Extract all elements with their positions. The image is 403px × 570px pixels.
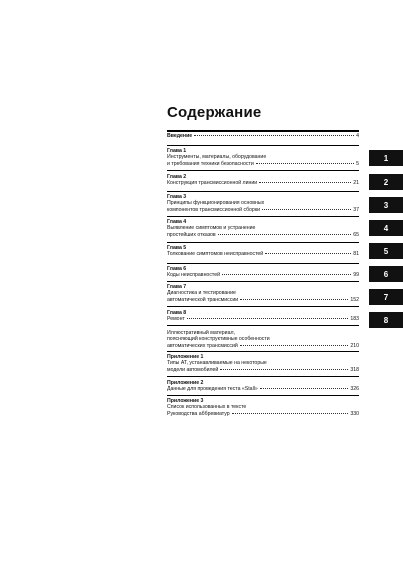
dot-leader: [232, 413, 349, 414]
chapter-title-line: автоматической трансмиссии: [167, 296, 239, 303]
toc-page-number: 330: [350, 410, 359, 417]
dot-leader: [240, 345, 349, 346]
chapter-heading: Глава 6: [167, 266, 187, 272]
toc-entry-intro[interactable]: [167, 133, 359, 139]
chapter-tab-2[interactable]: 2: [369, 174, 403, 190]
chapter-heading: Глава 5: [167, 245, 187, 251]
toc-entry-chapter-5[interactable]: [167, 245, 359, 258]
appendix-title-line: Список использованных в тексте: [167, 404, 247, 411]
toc-page-number: 4: [356, 133, 359, 139]
dot-leader: [220, 369, 348, 370]
chapter-title-line: Принципы функционирования основных: [167, 200, 265, 207]
chapter-title-line: Инструменты, материалы, оборудование: [167, 154, 267, 161]
chapter-heading: Глава 8: [167, 310, 187, 316]
toc-page-number: 99: [353, 272, 359, 279]
dot-leader: [265, 253, 351, 254]
chapter-tab-5[interactable]: 5: [369, 243, 403, 259]
chapter-tab-4[interactable]: 4: [369, 220, 403, 236]
chapter-heading: Глава 4: [167, 219, 187, 225]
chapter-title-line: поясняющий конструктивные особенности: [167, 336, 270, 343]
toc-page-number: 152: [350, 296, 359, 303]
toc-page-number: 5: [356, 160, 359, 167]
toc-entry-chapter-8[interactable]: [167, 310, 359, 323]
chapter-tab-3[interactable]: 3: [369, 197, 403, 213]
chapter-heading: Глава 2: [167, 174, 187, 180]
toc-entry-chapter-4[interactable]: [167, 219, 359, 238]
chapter-tab-6[interactable]: 6: [369, 266, 403, 282]
divider: [167, 170, 359, 171]
chapter-tab-7[interactable]: 7: [369, 289, 403, 305]
divider: [167, 306, 359, 307]
toc-entry-chapter-1[interactable]: [167, 148, 359, 167]
appendix-title-line: Руководства аббревиатур: [167, 410, 230, 417]
divider: [167, 130, 359, 132]
appendix-title-line: Данные для проведения теста «Stall»: [167, 386, 258, 393]
divider: [167, 325, 359, 326]
chapter-title-line: Коды неисправностей: [167, 272, 221, 279]
chapter-heading: Глава 7: [167, 284, 187, 290]
chapter-title-line: Ремонт: [167, 316, 185, 323]
toc-page-number: 183: [350, 316, 359, 323]
dot-leader: [194, 135, 354, 136]
dot-leader: [260, 388, 349, 389]
toc-entry-appendix-2[interactable]: [167, 380, 359, 393]
divider: [167, 191, 359, 192]
chapter-title-line: Диагностика и тестирование: [167, 290, 236, 297]
appendix-heading: Приложение 1: [167, 354, 204, 360]
divider: [167, 376, 359, 377]
divider: [167, 242, 359, 243]
chapter-heading: Глава 3: [167, 194, 187, 200]
chapter-title-line: и требования техники безопасности: [167, 160, 254, 167]
dot-leader: [218, 234, 352, 235]
dot-leader: [240, 299, 348, 300]
appendix-heading: Приложение 2: [167, 380, 204, 386]
toc-page-number: 21: [353, 180, 359, 187]
toc-entry-illustrative[interactable]: [167, 330, 359, 349]
divider: [167, 351, 359, 352]
page-title: Содержание: [167, 104, 262, 121]
toc-entry-chapter-2[interactable]: [167, 174, 359, 187]
dot-leader: [222, 274, 351, 275]
divider: [167, 395, 359, 396]
toc-entry-chapter-7[interactable]: [167, 284, 359, 303]
divider: [167, 281, 359, 282]
toc-page-number: 318: [350, 366, 359, 373]
toc-page-number: 37: [353, 206, 359, 213]
appendix-heading: Приложение 3: [167, 398, 204, 404]
chapter-heading: Глава 1: [167, 148, 187, 154]
divider: [167, 216, 359, 217]
toc-page-number: 326: [350, 386, 359, 393]
divider: [167, 263, 359, 264]
chapter-tab-1[interactable]: 1: [369, 150, 403, 166]
chapter-title-line: Выявление симптомов и устранение: [167, 225, 256, 232]
toc-entry-appendix-3[interactable]: [167, 398, 359, 417]
dot-leader: [187, 318, 349, 319]
appendix-title-line: модели автомобилей: [167, 366, 219, 373]
dot-leader: [256, 163, 354, 164]
appendix-title-line: Типы АТ, устанавливаемые на некоторые: [167, 360, 267, 367]
chapter-title-line: Толкование симптомов неисправностей: [167, 251, 264, 258]
toc-entry-chapter-3[interactable]: [167, 194, 359, 213]
chapter-title-line: компонентов трансмиссионной сборки: [167, 206, 260, 213]
chapter-title-line: автоматических трансмиссий: [167, 342, 238, 349]
toc-page-number: 65: [353, 231, 359, 238]
chapter-title-line: Конструкция трансмиссионной линии: [167, 180, 258, 187]
divider: [167, 145, 359, 146]
toc-page-number: 81: [353, 251, 359, 258]
toc-page-number: 210: [350, 342, 359, 349]
toc-entry-label: Введение: [167, 133, 193, 139]
chapter-title-line: Иллюстративный материал,: [167, 330, 235, 336]
dot-leader: [262, 209, 351, 210]
chapter-title-line: простейших отказов: [167, 231, 216, 238]
toc-entry-chapter-6[interactable]: [167, 266, 359, 279]
dot-leader: [259, 182, 351, 183]
chapter-tab-8[interactable]: 8: [369, 312, 403, 328]
toc-entry-appendix-1[interactable]: [167, 354, 359, 373]
